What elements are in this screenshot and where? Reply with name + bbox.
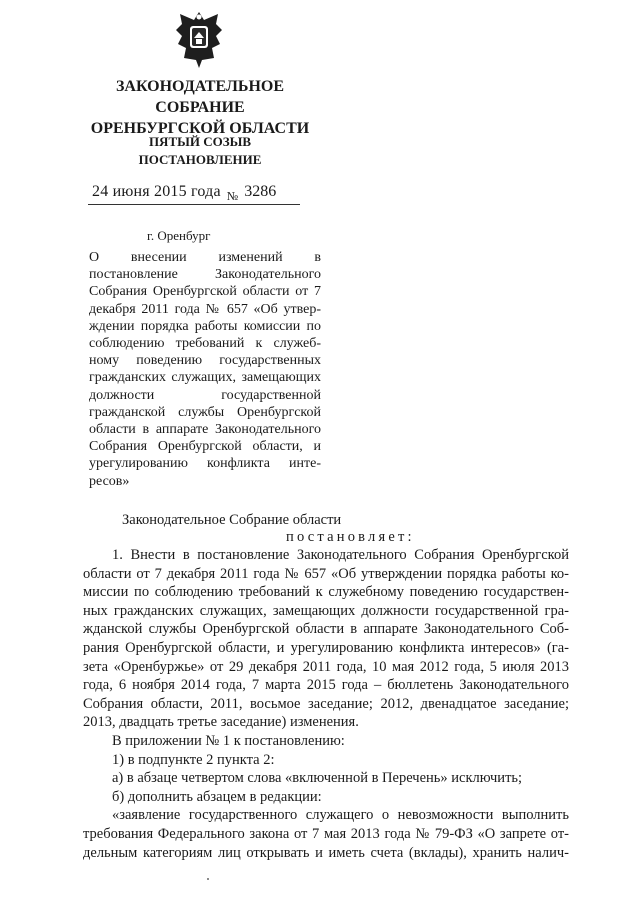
date-number-line	[92, 183, 276, 201]
date-underline	[88, 204, 300, 205]
paragraph-1: 1. Внести в постановление Законодательного Собрания Оренбургской области от 7 декабря 2011 года № 657 «Об утверждении порядка работы комиссии по соблюдению требований к служебному поведению государственных гражданских служащих, замещающих должности государственной гражданской службы Оренбургской области в аппарате Законодательного Собрания Оренбургской области, и урегулированию конфликта интересов» (газета «Оренбуржье» от 29 декабря 2011 года, 10 мая 2012 года, 5 июля 2013 года, 6 ноября 2014 года, 7 марта 2015 года – бюллетень Законодательного Собрания области, 2011, восьмое заседание; 2012, двенадцатое заседание; 2013, двадцать третье заседание) изменения.	[83, 547, 569, 731]
decree-word: постановляет:	[286, 529, 415, 545]
issuing-body	[80, 76, 320, 139]
paragraph-quote: «заявление государственного служащего о невозможности выполнить требования Федерального закона от 7 мая 2013 года № 79-ФЗ «О запрете отдельным категориям лиц открывать и иметь счета (вклады), хранить налич-	[83, 807, 569, 861]
document-type: ПОСТАНОВЛЕНИЕ	[138, 152, 262, 167]
city: г. Оренбург	[147, 228, 211, 243]
resolution-body	[83, 546, 569, 862]
issuing-body-line3: ОРЕНБУРГСКОЙ ОБЛАСТИ	[90, 120, 310, 137]
resolution-date: 24 июня 2015 года	[92, 183, 221, 200]
paragraph-subitem-a: а) в абзаце четвертом слова «включенной в Перечень» исключить;	[112, 770, 523, 787]
coat-of-arms-icon	[172, 10, 226, 70]
preamble: Законодательное Собрание области	[122, 512, 342, 528]
paragraph-subitem-1: 1) в подпункте 2 пункта 2:	[112, 751, 275, 768]
coat-of-arms-emblem	[172, 10, 226, 70]
subject-block: О внесении изменений в постановление Законодательного Собрания Оренбургской области от 7 декабря 2011 года № 657 «Об утверждении порядка работы комиссии по соблюдению требований к служебному поведению государственных гражданских служащих, замещающих должности государственной гражданской службы Оренбургской области в аппарате Законодательного Собрания Оренбургской области, и урегулированию конфликта интересов»	[89, 250, 321, 489]
issuing-body-line1: ЗАКОНОДАТЕЛЬНОЕ	[115, 78, 285, 95]
number-sign: №	[226, 189, 239, 203]
resolution-number: 3286	[244, 183, 277, 200]
issuing-body-line2: СОБРАНИЕ	[155, 99, 245, 116]
convocation: ПЯТЫЙ СОЗЫВ	[148, 134, 252, 149]
paragraph-appendix: В приложении № 1 к постановлению:	[112, 732, 345, 749]
scan-speck	[207, 878, 209, 880]
paragraph-subitem-b: б) дополнить абзацем в редакции:	[112, 788, 322, 805]
